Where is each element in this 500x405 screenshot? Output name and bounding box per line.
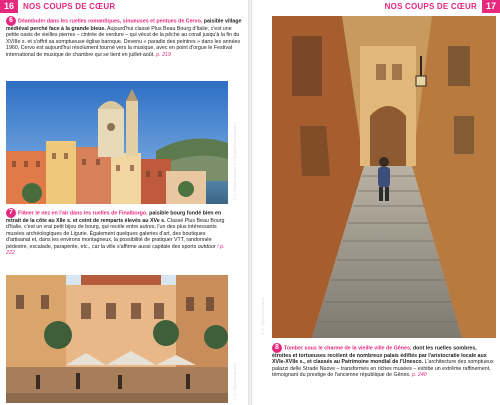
entry-lead: Déambuler dans les ruelles romantiques, sinueuses et pentues de Cervo, [18,18,203,25]
photo-credit-genoa: © G. Rigoux/Hemis.fr [260,297,265,335]
entry-body: Aujourd'hui classé Plus Beau Bourg d'Italie, c'est une petite oasis de vieilles pierres – cintrée de verdure – qui vécut de la pêche au corail jusqu'à la fin du XVIIIe s. et s'offrit sa somptueuse église baroque. Devenu « paradis des peintres » dans les années 1960, Cervo est aujourd'hui résolument tourné vers la musique, avec en point d'orgue le Festival international de musique de chambre qui se tient en juillet-août. [6,26,241,58]
genoa-illustration [272,16,496,338]
right-page [252,0,500,405]
entry-bold-text: dont les ruelles sombres, étroites et tortueuses recèlent de nombreux palais édifiés par l'aristocratie locale aux XVIe-XVIIe s., et classés au Patrimoine mondial de l'Unesco. [272,345,487,366]
entry-finalborgo [6,208,228,256]
photo-cervo [6,81,228,204]
entry-body: Classé Plus Beau Bourg d'Italie, c'est un vrai petit bijou de bourg, qui recèle entre autres, l'un des plus intéressants musées archéologiques de Ligurie. Également quelques galeries d'art, des boutiques d'artisanat et, dans les environs montagneux, la possibilité de pratiquer VTT, randonnée pédestre, escalade, parapente, etc., car la ville s'affirme aussi capitale des sports [6,218,225,250]
photo-finalborgo [6,275,228,403]
entry-bold-text: paisible bourg fondé bien en retrait de la côte au XIIe s. et ceint de remparts élevés au XVe s. [6,210,222,224]
photo-credit-finalborgo: © G. Rigoux/Hemis.fr [232,362,237,400]
right-header [252,0,500,13]
entry-body: L'architecture des somptueux palazzi delle Strade Nuove – transformés en riches musées – exhibe un extrême raffinement, témoignant du prestige de l'ancienne république de Gênes. [272,359,494,379]
entry-number-badge: 8 [272,343,282,353]
page-reference: ! p. 222 [6,243,225,257]
entry-number-badge: 6 [6,16,16,26]
page-number-right: 17 [482,0,500,13]
finalborgo-illustration [6,275,228,403]
entry-italic: outdoor [197,243,216,250]
left-page [0,0,248,405]
entry-lead: Tomber sous le charme de la vieille ville de Gênes, [284,345,412,352]
section-title-right: NOS COUPS DE CŒUR [384,2,477,11]
entry-cervo [6,16,242,58]
page-reference: p. 219 [154,51,171,58]
section-title-left: NOS COUPS DE CŒUR [23,2,116,11]
entry-genoa [272,343,496,379]
entry-number-badge: 7 [6,208,16,218]
left-header [0,0,248,13]
page-reference: p. 240 [410,372,427,379]
entry-lead: Flâner le nez en l'air dans les ruelles de Finalborgo, [18,210,148,217]
photo-genoa-stairs [272,16,496,338]
page-number-left: 16 [0,0,18,13]
photo-credit-cervo: © A. Gaston/Hemis.fr / Rivera/Photoreport.it [232,122,237,200]
cervo-illustration [6,81,228,204]
entry-bold-text: paisible village médiéval perché face à la grande bleue. [6,18,242,32]
